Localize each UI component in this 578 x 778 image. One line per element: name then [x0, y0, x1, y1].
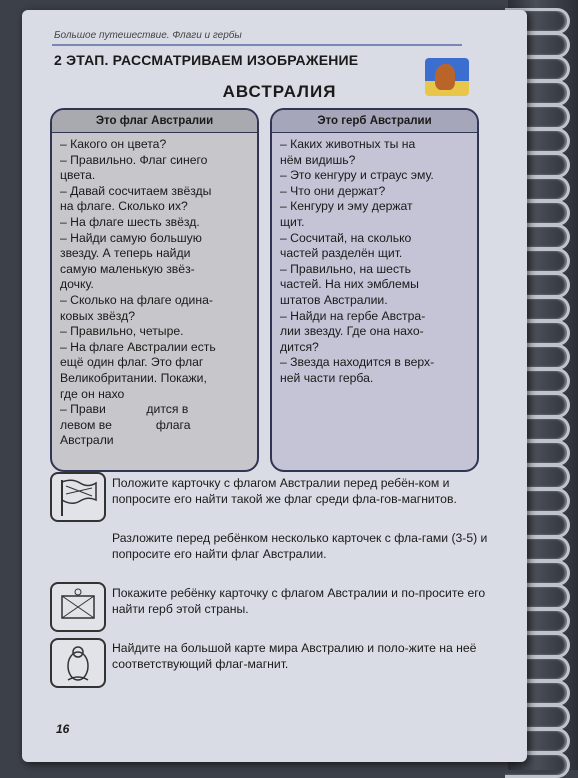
penguin-icon	[50, 638, 106, 688]
coat-box-title: Это герб Австралии	[272, 110, 477, 133]
instruction-1: Положите карточку с флагом Австралии перед ребён-ком и попросите его найти такой же флаг среди фла-гов-магнитов.	[112, 476, 457, 506]
dialogue-line: – Правильно, четыре.	[60, 324, 184, 339]
dialogue-line: нём видишь?	[280, 152, 356, 167]
dialogue-line: дится?	[280, 339, 319, 354]
stage-title: 2 ЭТАП. РАССМАТРИВАЕМ ИЗОБРАЖЕНИЕ	[54, 52, 359, 68]
dialogue-line: где он нахо	[60, 386, 125, 401]
dialogue-line: – Правильно. Флаг синего	[60, 152, 208, 167]
dialogue-line: штатов Австралии.	[280, 292, 388, 307]
dialogue-line: Австрали	[60, 433, 114, 448]
flag-box-title: Это флаг Австралии	[52, 110, 257, 133]
instruction-3: Покажите ребёнку карточку с флагом Австралии и по-просите его найти герб этой страны.	[112, 586, 486, 616]
dialogue-line: – Какого он цвета?	[60, 137, 167, 151]
dialogue-line: – На флаге Австралии есть	[60, 339, 216, 354]
dialogue-line: дочку.	[60, 277, 94, 292]
page-number: 16	[56, 722, 70, 736]
kangaroo-icon	[425, 58, 469, 96]
dialogue-line: ней части герба.	[280, 370, 374, 385]
dialogue-line: звезду. А теперь найди	[60, 246, 191, 261]
dialogue-line: лии звезду. Где она нахо-	[280, 324, 424, 339]
dialogue-line: левом ве флага	[60, 417, 191, 432]
dialogue-line: частей разделён щит.	[280, 246, 403, 261]
book-page	[22, 10, 527, 762]
dialogue-line: частей. На них эмблемы	[280, 277, 419, 292]
dialogue-line: – Правильно, на шесть	[280, 261, 411, 276]
dialogue-line: – Давай сосчитаем звёзды	[60, 183, 212, 198]
dialogue-line: – Это кенгуру и страус эму.	[280, 168, 434, 183]
flag-icon	[50, 472, 106, 522]
dialogue-line: – Сколько на флаге одина-	[60, 292, 213, 307]
dialogue-line: на флаге. Сколько их?	[60, 199, 188, 214]
coat-of-arms-icon	[50, 582, 106, 632]
instruction-4: Найдите на большой карте мира Австралию и поло-жите на неё соответствующий флаг-магнит.	[112, 641, 477, 671]
flag-box-text	[52, 133, 257, 453]
dialogue-line: – Звезда находится в верх-	[280, 355, 435, 370]
dialogue-line: цвета.	[60, 168, 96, 183]
dialogue-line: – Каких животных ты на	[280, 137, 416, 151]
dialogue-line: – Прави дится в	[60, 402, 189, 417]
dialogue-line: щит.	[280, 214, 305, 229]
header-rule	[52, 44, 462, 46]
dialogue-line: ещё один флаг. Это флаг	[60, 355, 204, 370]
coat-box-text	[272, 133, 477, 391]
flag-dialogue-box	[50, 108, 259, 472]
country-title: АВСТРАЛИЯ	[222, 82, 337, 101]
dialogue-line: – Сосчитай, на сколько	[280, 230, 412, 245]
instruction-2: Разложите перед ребёнком несколько карточек с фла-гами (3-5) и попросите его найти флаг Австралии.	[112, 531, 488, 561]
dialogue-line: ковых звёзд?	[60, 308, 136, 323]
dialogue-line: – Найди самую большую	[60, 230, 202, 245]
running-header: Большое путешествие. Флаги и гербы	[54, 30, 242, 41]
dialogue-line: – Что они держат?	[280, 183, 386, 198]
dialogue-line: самую маленькую звёз-	[60, 261, 195, 276]
coat-dialogue-box	[270, 108, 479, 472]
dialogue-line: – На флаге шесть звёзд.	[60, 214, 200, 229]
dialogue-line: – Кенгуру и эму держат	[280, 199, 413, 214]
dialogue-line: – Найди на гербе Австра-	[280, 308, 426, 323]
dialogue-line: Великобритании. Покажи,	[60, 370, 207, 385]
